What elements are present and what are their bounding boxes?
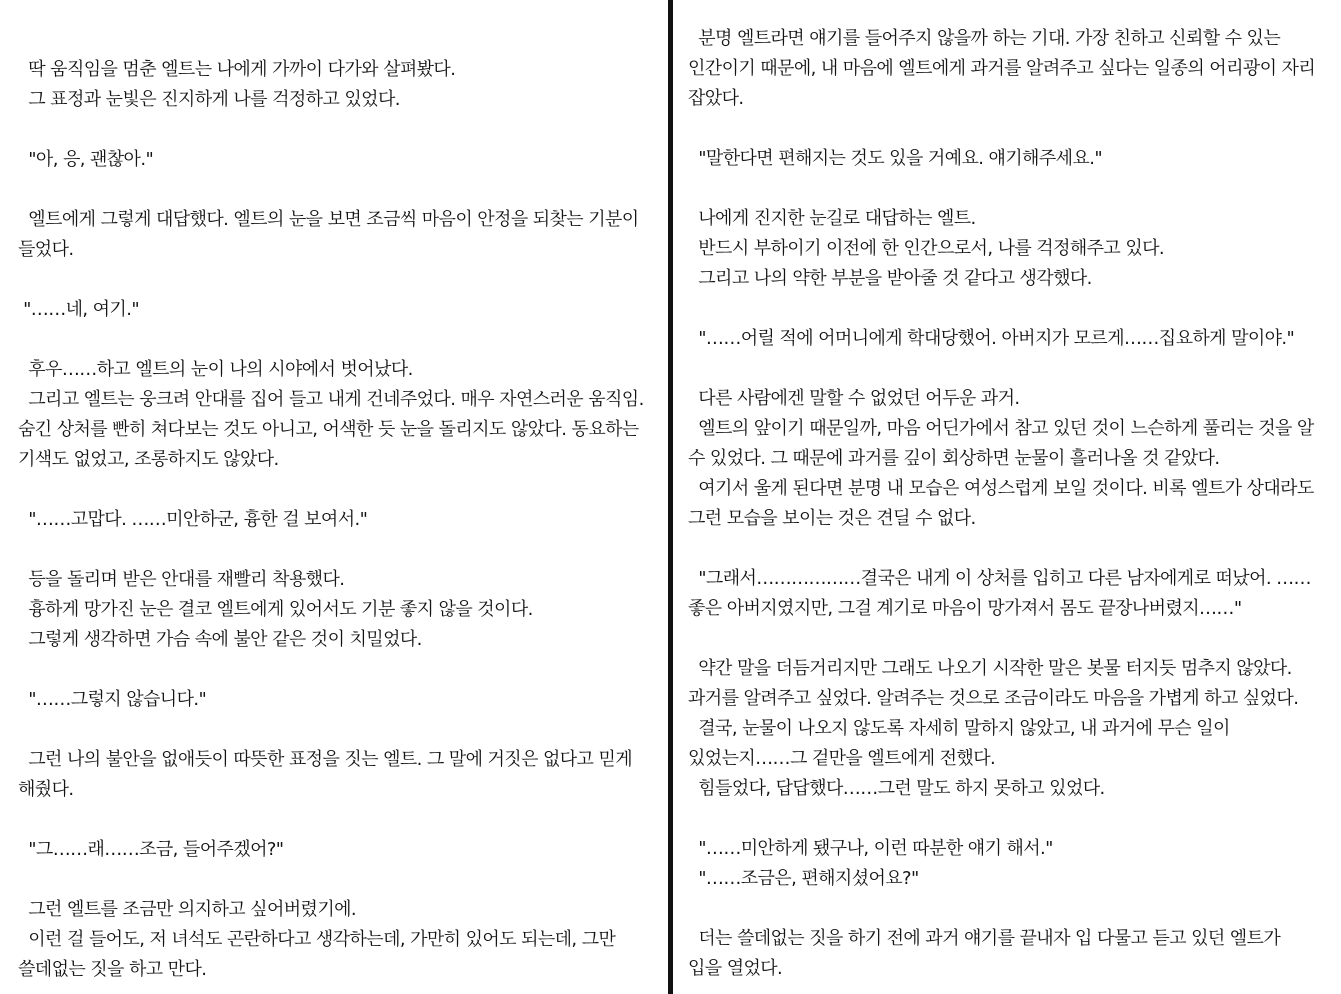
text-line: "……어릴 적에 어머니에게 학대당했어. 아버지가 모르게……집요하게 말이야." [688, 328, 1295, 349]
text-line: 힘들었다, 답답했다……그런 말도 하지 못하고 있었다. [688, 778, 1105, 799]
text-line [688, 294, 1335, 324]
text-line: 그런 나의 불안을 없애듯이 따뜻한 표정을 짓는 엘트. 그 말에 거짓은 없다고 믿게 [18, 749, 633, 770]
text-line: "……그렇지 않습니다." [18, 689, 207, 710]
text-line [18, 655, 660, 685]
text-line: 등을 돌리며 받은 안대를 재빨리 착용했다. [18, 569, 345, 590]
text-line [688, 624, 1335, 654]
text-line: 반드시 부하이기 이전에 한 인간으로서, 나를 걱정해주고 있다. [688, 238, 1165, 259]
text-line [688, 534, 1335, 564]
text-line [18, 865, 660, 895]
text-line: "……고맙다. ……미안하군, 흉한 걸 보여서." [18, 509, 368, 530]
text-line: 숨긴 상처를 빤히 쳐다보는 것도 아니고, 어색한 듯 눈을 돌리지도 않았다. 동요하는 [18, 419, 639, 440]
text-line: 결국, 눈물이 나오지 않도록 자세히 말하지 않았고, 내 과거에 무슨 일이 [688, 718, 1230, 739]
text-line [688, 174, 1335, 204]
text-line [18, 535, 660, 565]
text-line [18, 115, 660, 145]
text-line: "……조금은, 편해지셨어요?" [688, 868, 919, 889]
text-line: 나에게 진지한 눈길로 대답하는 엘트. [688, 208, 976, 229]
text-line: 있었는지……그 겉만을 엘트에게 전했다. [688, 748, 996, 769]
text-line [688, 804, 1335, 834]
text-line: 과거를 알려주고 싶었다. 알려주는 것으로 조금이라도 마음을 가볍게 하고 싶었다. [688, 688, 1299, 709]
left-page-text [18, 55, 660, 985]
page-divider [668, 0, 673, 994]
text-line [18, 805, 660, 835]
text-line: 더는 쓸데없는 짓을 하기 전에 과거 얘기를 끝내자 입 다물고 듣고 있던 엘트가 [688, 928, 1281, 949]
text-line: 잡았다. [688, 88, 744, 109]
text-line: 입을 열었다. [688, 958, 783, 979]
text-line: 후우……하고 엘트의 눈이 나의 시야에서 벗어났다. [18, 359, 413, 380]
text-line: 엘트에게 그렇게 대답했다. 엘트의 눈을 보면 조금씩 마음이 안정을 되찾는 기분이 [18, 209, 639, 230]
text-line [18, 325, 660, 355]
text-line: "……네, 여기." [18, 299, 140, 320]
text-line: "그래서………………결국은 내게 이 상처를 입히고 다른 남자에게로 떠났어. …… [688, 568, 1311, 589]
text-line: 인간이기 때문에, 내 마음에 엘트에게 과거를 알려주고 싶다는 일종의 어리광이 자리 [688, 58, 1316, 79]
text-line [18, 715, 660, 745]
text-line: 그렇게 생각하면 가슴 속에 불안 같은 것이 치밀었다. [18, 629, 422, 650]
text-line: 분명 엘트라면 얘기를 들어주지 않을까 하는 기대. 가장 친하고 신뢰할 수 있는 [688, 28, 1281, 49]
text-line: 그런 엘트를 조금만 의지하고 싶어버렸기에. [18, 899, 357, 920]
text-line: 그리고 나의 약한 부분을 받아줄 것 같다고 생각했다. [688, 268, 1092, 289]
text-line [18, 475, 660, 505]
text-line: 그런 모습을 보이는 것은 견딜 수 없다. [688, 508, 976, 529]
text-line: 그 표정과 눈빛은 진지하게 나를 걱정하고 있었다. [18, 89, 400, 110]
right-page-text [688, 24, 1335, 984]
text-line [18, 175, 660, 205]
text-line [18, 265, 660, 295]
text-line: 그리고 엘트는 웅크려 안대를 집어 들고 내게 건네주었다. 매우 자연스러운 움직임. [18, 389, 644, 410]
text-line: 수 있었다. 그 때문에 과거를 깊이 회상하면 눈물이 흘러나올 것 같았다. [688, 448, 1220, 469]
right-page [676, 0, 1341, 994]
text-line [688, 114, 1335, 144]
text-line: 약간 말을 더듬거리지만 그래도 나오기 시작한 말은 봇물 터지듯 멈추지 않았다. [688, 658, 1292, 679]
text-line: 엘트의 앞이기 때문일까, 마음 어딘가에서 참고 있던 것이 느슨하게 풀리는 것을 알 [688, 418, 1314, 439]
text-line: 들었다. [18, 239, 74, 260]
left-page [0, 0, 666, 994]
text-line: 해줬다. [18, 779, 74, 800]
text-line: 흉하게 망가진 눈은 결코 엘트에게 있어서도 기분 좋지 않을 것이다. [18, 599, 533, 620]
text-line: "그……래……조금, 들어주겠어?" [18, 839, 284, 860]
text-line: 좋은 아버지였지만, 그걸 계기로 마음이 망가져서 몸도 끝장나버렸지……" [688, 598, 1242, 619]
text-line [688, 354, 1335, 384]
text-line: "아, 응, 괜찮아." [18, 149, 154, 170]
text-line: 딱 움직임을 멈춘 엘트는 나에게 가까이 다가와 살펴봤다. [18, 59, 456, 80]
text-line: 여기서 울게 된다면 분명 내 모습은 여성스럽게 보일 것이다. 비록 엘트가 상대라도 [688, 478, 1314, 499]
text-line: 다른 사람에겐 말할 수 없었던 어두운 과거. [688, 388, 1020, 409]
text-line [688, 894, 1335, 924]
text-line: 쓸데없는 짓을 하고 만다. [18, 959, 207, 980]
text-line: "……미안하게 됐구나, 이런 따분한 얘기 해서." [688, 838, 1053, 859]
text-line: "말한다면 편해지는 것도 있을 거예요. 얘기해주세요." [688, 148, 1102, 169]
text-line: 이런 걸 들어도, 저 녀석도 곤란하다고 생각하는데, 가만히 있어도 되는데, 그만 [18, 929, 616, 950]
text-line: 기색도 없었고, 조롱하지도 않았다. [18, 449, 279, 470]
